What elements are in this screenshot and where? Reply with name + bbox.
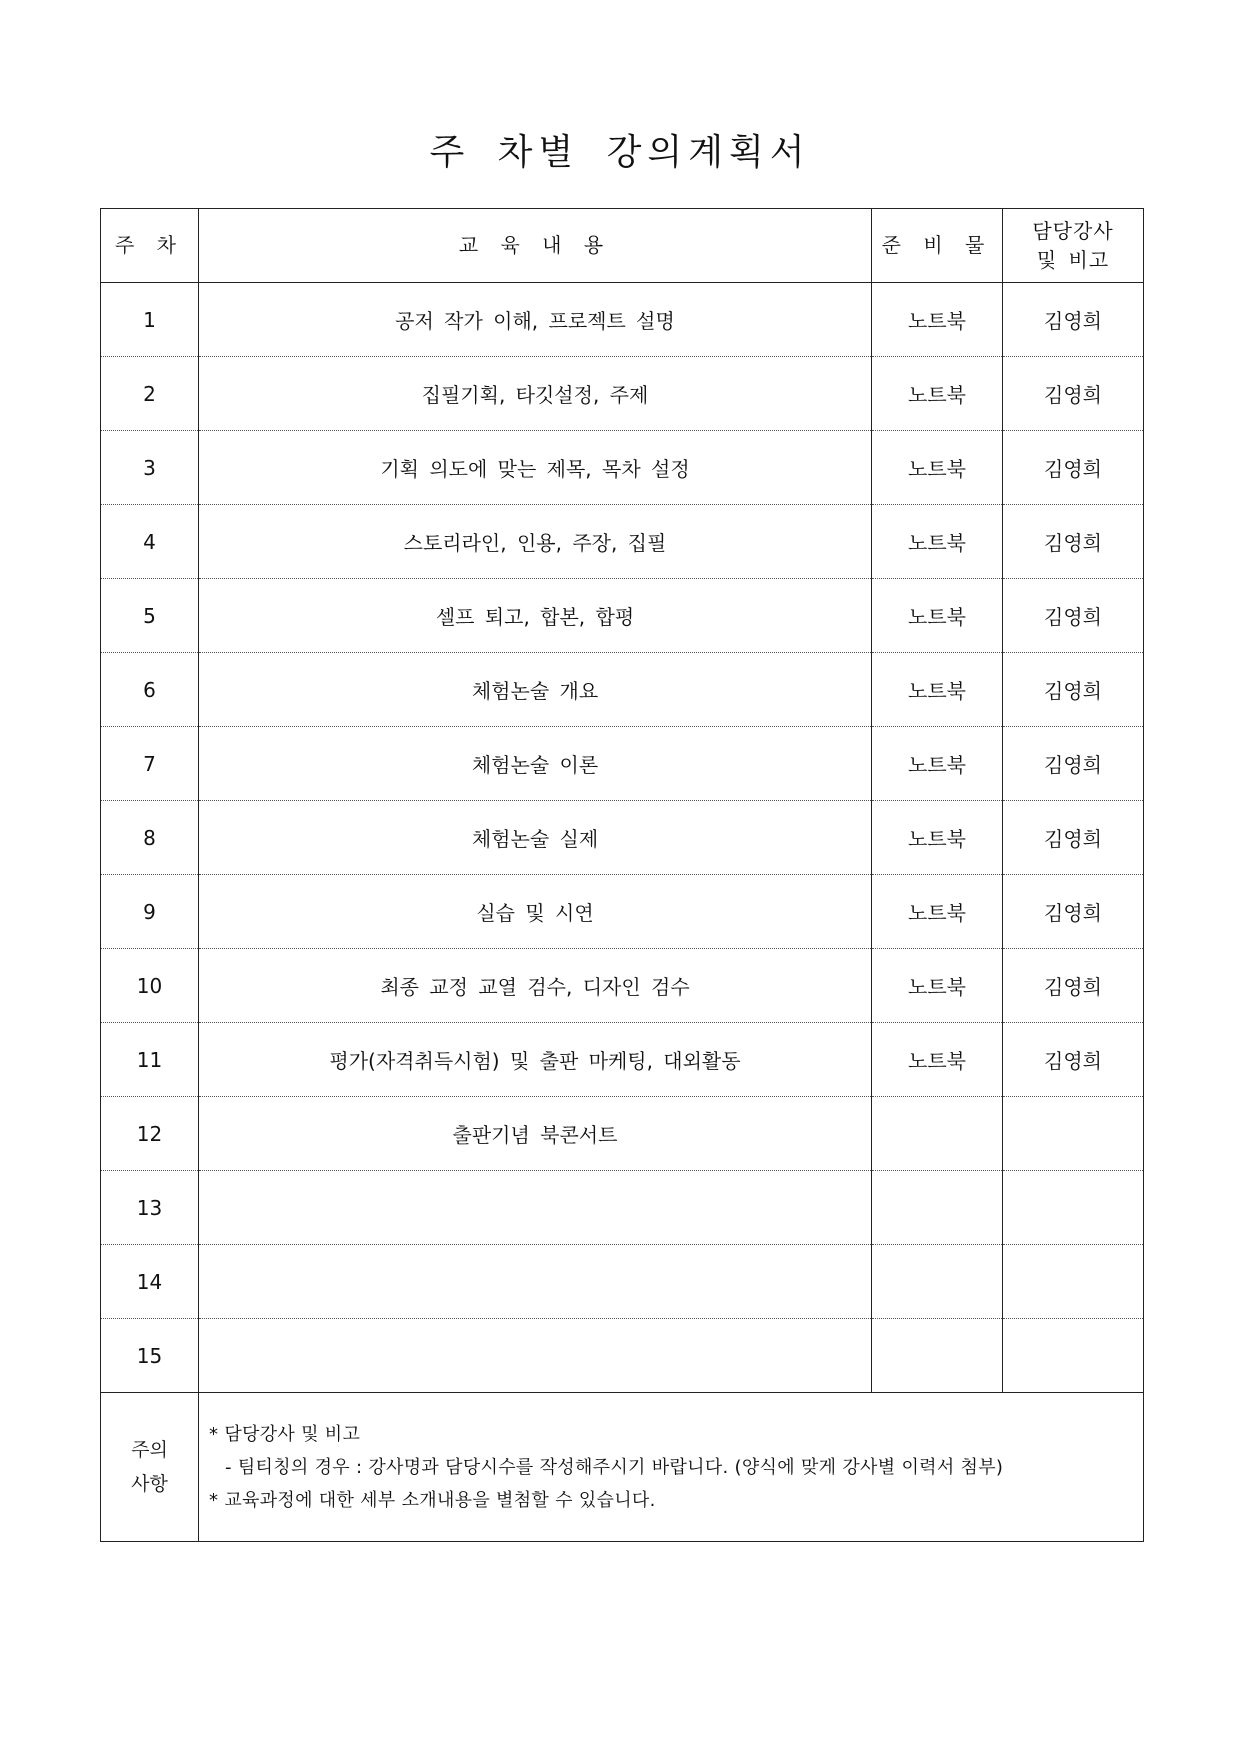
table-row [101, 283, 1144, 357]
content-cell: 최종 교정 교열 검수, 디자인 검수 [199, 949, 872, 1023]
preparation-cell: 노트북 [872, 1023, 1003, 1097]
preparation-cell: 노트북 [872, 505, 1003, 579]
table-row [101, 357, 1144, 431]
preparation-cell: 노트북 [872, 283, 1003, 357]
table-row [101, 1245, 1144, 1319]
week-cell: 5 [101, 579, 199, 653]
week-cell: 2 [101, 357, 199, 431]
week-cell: 4 [101, 505, 199, 579]
notes-label-line1: 주의 [131, 1439, 168, 1461]
instructor-cell [1003, 1097, 1144, 1171]
instructor-cell: 김영희 [1003, 283, 1144, 357]
preparation-cell: 노트북 [872, 431, 1003, 505]
week-cell: 11 [101, 1023, 199, 1097]
content-cell: 공저 작가 이해, 프로젝트 설명 [199, 283, 872, 357]
preparation-cell: 노트북 [872, 949, 1003, 1023]
header-instructor-line1: 담당강사 [1032, 218, 1114, 243]
table-row [101, 1319, 1144, 1393]
instructor-cell [1003, 1319, 1144, 1393]
content-cell: 집필기획, 타깃설정, 주제 [199, 357, 872, 431]
lecture-plan-table [100, 208, 1144, 1542]
week-cell: 6 [101, 653, 199, 727]
header-instructor-line2: 및 비고 [1036, 247, 1110, 272]
content-cell: 평가(자격취득시험) 및 출판 마케팅, 대외활동 [199, 1023, 872, 1097]
table-row [101, 1171, 1144, 1245]
content-cell: 체험논술 이론 [199, 727, 872, 801]
week-cell: 14 [101, 1245, 199, 1319]
preparation-cell: 노트북 [872, 357, 1003, 431]
week-cell: 13 [101, 1171, 199, 1245]
week-cell: 9 [101, 875, 199, 949]
table-row [101, 875, 1144, 949]
week-cell: 15 [101, 1319, 199, 1393]
content-cell: 스토리라인, 인용, 주장, 집필 [199, 505, 872, 579]
preparation-cell: 노트북 [872, 727, 1003, 801]
content-cell: 셀프 퇴고, 합본, 합평 [199, 579, 872, 653]
preparation-cell: 노트북 [872, 579, 1003, 653]
table-row [101, 653, 1144, 727]
instructor-cell: 김영희 [1003, 357, 1144, 431]
table-header-row [101, 209, 1144, 283]
preparation-cell [872, 1245, 1003, 1319]
table-row [101, 1097, 1144, 1171]
content-cell: 기획 의도에 맞는 제목, 목차 설정 [199, 431, 872, 505]
instructor-cell [1003, 1171, 1144, 1245]
note-line: * 담당강사 및 비고 [209, 1423, 361, 1445]
content-cell: 실습 및 시연 [199, 875, 872, 949]
notes-body [199, 1393, 1144, 1542]
notes-row [101, 1393, 1144, 1542]
week-cell: 10 [101, 949, 199, 1023]
week-cell: 1 [101, 283, 199, 357]
note-line: * 교육과정에 대한 세부 소개내용을 별첨할 수 있습니다. [209, 1489, 656, 1511]
content-cell: 체험논술 개요 [199, 653, 872, 727]
content-cell [199, 1245, 872, 1319]
preparation-cell: 노트북 [872, 653, 1003, 727]
preparation-cell [872, 1319, 1003, 1393]
instructor-cell: 김영희 [1003, 875, 1144, 949]
preparation-cell [872, 1097, 1003, 1171]
table-row [101, 801, 1144, 875]
content-cell [199, 1171, 872, 1245]
instructor-cell: 김영희 [1003, 801, 1144, 875]
instructor-cell: 김영희 [1003, 653, 1144, 727]
week-cell: 7 [101, 727, 199, 801]
table-row [101, 1023, 1144, 1097]
instructor-cell: 김영희 [1003, 949, 1144, 1023]
week-cell: 3 [101, 431, 199, 505]
instructor-cell: 김영희 [1003, 431, 1144, 505]
header-week: 주 차 [101, 209, 199, 283]
table-row [101, 505, 1144, 579]
week-cell: 8 [101, 801, 199, 875]
instructor-cell: 김영희 [1003, 505, 1144, 579]
instructor-cell: 김영희 [1003, 727, 1144, 801]
preparation-cell: 노트북 [872, 801, 1003, 875]
header-instructor [1003, 209, 1144, 283]
instructor-cell [1003, 1245, 1144, 1319]
preparation-cell [872, 1171, 1003, 1245]
content-cell [199, 1319, 872, 1393]
table-row [101, 727, 1144, 801]
content-cell: 체험논술 실제 [199, 801, 872, 875]
instructor-cell: 김영희 [1003, 1023, 1144, 1097]
header-content: 교 육 내 용 [199, 209, 872, 283]
week-cell: 12 [101, 1097, 199, 1171]
table-row [101, 431, 1144, 505]
table-row [101, 949, 1144, 1023]
preparation-cell: 노트북 [872, 875, 1003, 949]
content-cell: 출판기념 북콘서트 [199, 1097, 872, 1171]
note-line: - 팀티칭의 경우 : 강사명과 담당시수를 작성해주시기 바랍니다. (양식에 맞게 강사별 이력서 첨부) [225, 1456, 1004, 1478]
notes-label [101, 1393, 199, 1542]
table-row [101, 579, 1144, 653]
instructor-cell: 김영희 [1003, 579, 1144, 653]
notes-label-line2: 사항 [131, 1473, 168, 1495]
header-preparation: 준 비 물 [872, 209, 1003, 283]
document-title: 주 차별 강의계획서 [429, 132, 811, 173]
